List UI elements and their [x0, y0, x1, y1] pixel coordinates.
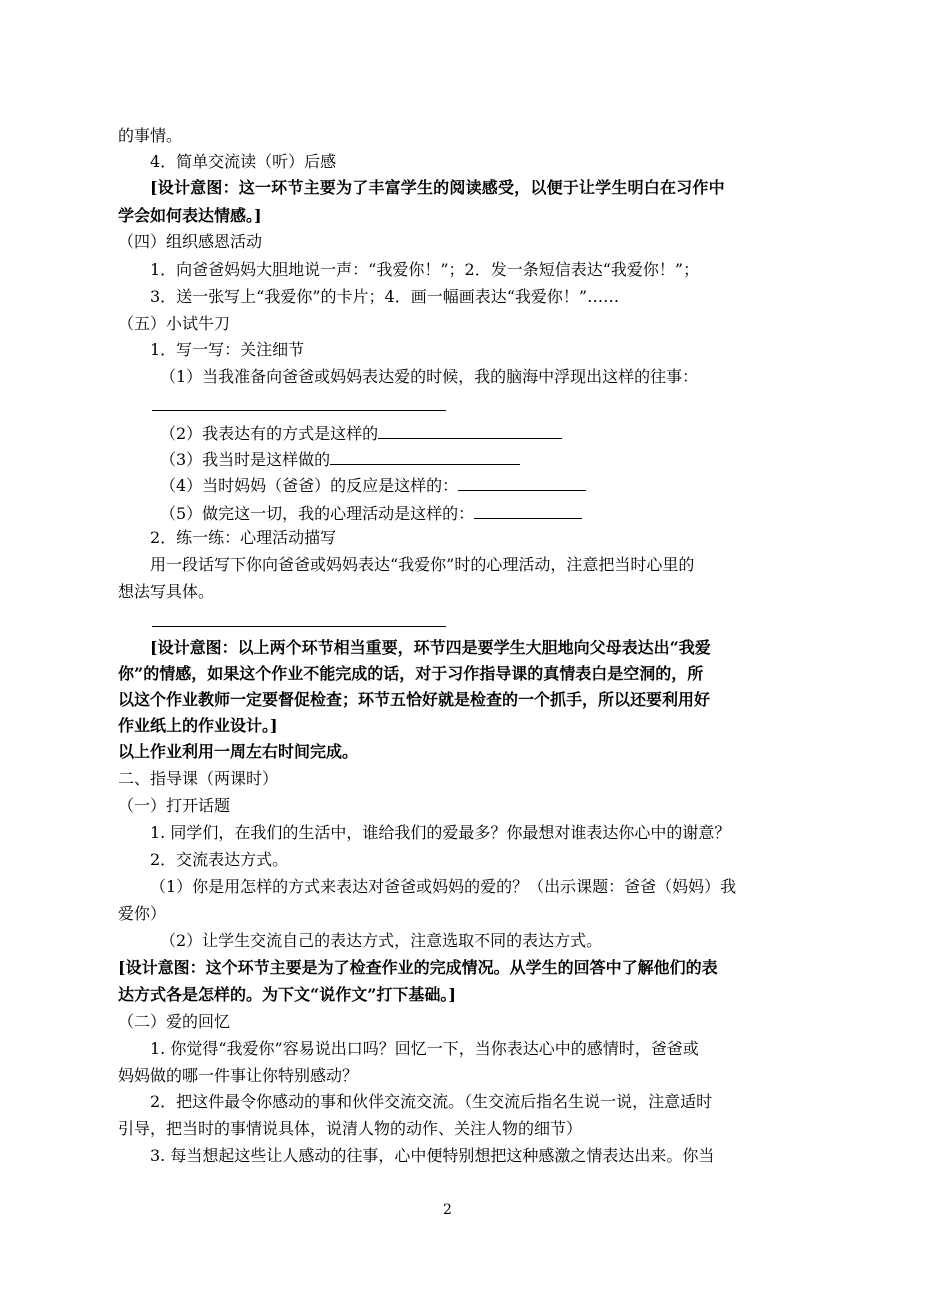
design-intent-line: 作业纸上的作业设计。]: [118, 716, 278, 735]
text-line: 1．写一写：关注细节: [150, 340, 305, 359]
text-line: 的事情。: [118, 126, 183, 145]
design-intent-line: 学会如何表达情感。]: [118, 206, 262, 225]
text-line: 妈妈做的哪一件事让你特别感动？: [118, 1066, 359, 1085]
section-heading: （五）小试牛刀: [118, 314, 231, 333]
prompt-text: （5）做完这一切，我的心理活动是这样的：: [160, 504, 475, 523]
answer-blank: [330, 446, 520, 465]
text-line: 爱你）: [118, 904, 167, 923]
bold-note: 以上作业利用一周左右时间完成。: [118, 742, 359, 761]
design-intent-line: 达方式各是怎样的。为下文“说作文”打下基础。]: [118, 985, 456, 1004]
page-number: 2: [443, 1202, 452, 1218]
text-line: （2）让学生交流自己的表达方式，注意选取不同的表达方式。: [160, 931, 603, 950]
design-intent-line: 以这个作业教师一定要督促检查；环节五恰好就是检查的一个抓手，所以还要利用好: [118, 690, 711, 709]
text-line: [160, 500, 582, 526]
text-line: 引导，把当时的事情说具体，说清人物的动作、关注人物的细节）: [118, 1119, 583, 1138]
prompt-text: （4）当时妈妈（爸爸）的反应是这样的：: [160, 476, 459, 495]
text-line: 3. 每当想起这些让人感动的往事，心中便特别想把这种感激之情表达出来。你当: [150, 1146, 715, 1165]
design-intent-line: 你”的情感，如果这个作业不能完成的话，对于习作指导课的真情表白是空洞的，所: [118, 664, 704, 683]
text-line: 2．交流表达方式。: [150, 850, 289, 869]
answer-blank: [458, 472, 586, 491]
design-intent-line: [设计意图：以上两个环节相当重要，环节四是要学生大胆地向父母表达出“我爱: [150, 638, 711, 657]
answer-blank: [474, 500, 582, 519]
text-line: 想法写具体。: [118, 582, 215, 601]
section-heading: （四）组织感恩活动: [118, 232, 263, 251]
section-heading: （一）打开话题: [118, 796, 231, 815]
design-intent-line: [设计意图：这个环节主要是为了检查作业的完成情况。从学生的回答中了解他们的表: [118, 958, 718, 977]
section-heading: 二、指导课（两课时）: [118, 769, 279, 788]
text-line: [160, 446, 520, 472]
design-intent-line: [设计意图：这一环节主要为了丰富学生的阅读感受，以便于让学生明白在习作中: [150, 178, 725, 197]
text-line: [160, 420, 562, 446]
text-line: 1．向爸爸妈妈大胆地说一声：“我爱你！”；2．发一条短信表达“我爱你！”；: [150, 260, 700, 279]
text-line: 4．简单交流读（听）后感: [150, 152, 337, 171]
prompt-text: （3）我当时是这样做的: [160, 450, 331, 469]
section-heading: （二）爱的回忆: [118, 1012, 231, 1031]
text-line: [160, 472, 586, 498]
text-line: 用一段话写下你向爸爸或妈妈表达“我爱你”时的心理活动，注意把当时心里的: [150, 555, 695, 574]
text-line: 2．练一练：心理活动描写: [150, 528, 337, 547]
prompt-text: （2）我表达有的方式是这样的: [160, 424, 379, 443]
text-line: 2．把这件最令你感动的事和伙伴交流交流。（生交流后指名生说一说，注意适时: [150, 1092, 713, 1111]
text-line: 1. 同学们，在我们的生活中，谁给我们的爱最多？你最想对谁表达你心中的谢意？: [150, 823, 731, 842]
text-line: 1. 你觉得“我爱你”容易说出口吗？回忆一下，当你表达心中的感情时，爸爸或: [150, 1039, 699, 1058]
text-line: （1）当我准备向爸爸或妈妈表达爱的时候，我的脑海中浮现出这样的往事：: [160, 367, 699, 386]
text-line: 3．送一张写上“我爱你”的卡片；4．画一幅画表达“我爱你！”……: [150, 287, 620, 306]
answer-blank: [378, 420, 562, 439]
text-line: （1）你是用怎样的方式来表达对爸爸或妈妈的爱的？（出示课题：爸爸（妈妈）我: [150, 877, 737, 896]
answer-blank-line: [152, 626, 446, 627]
answer-blank-line: [152, 410, 446, 411]
